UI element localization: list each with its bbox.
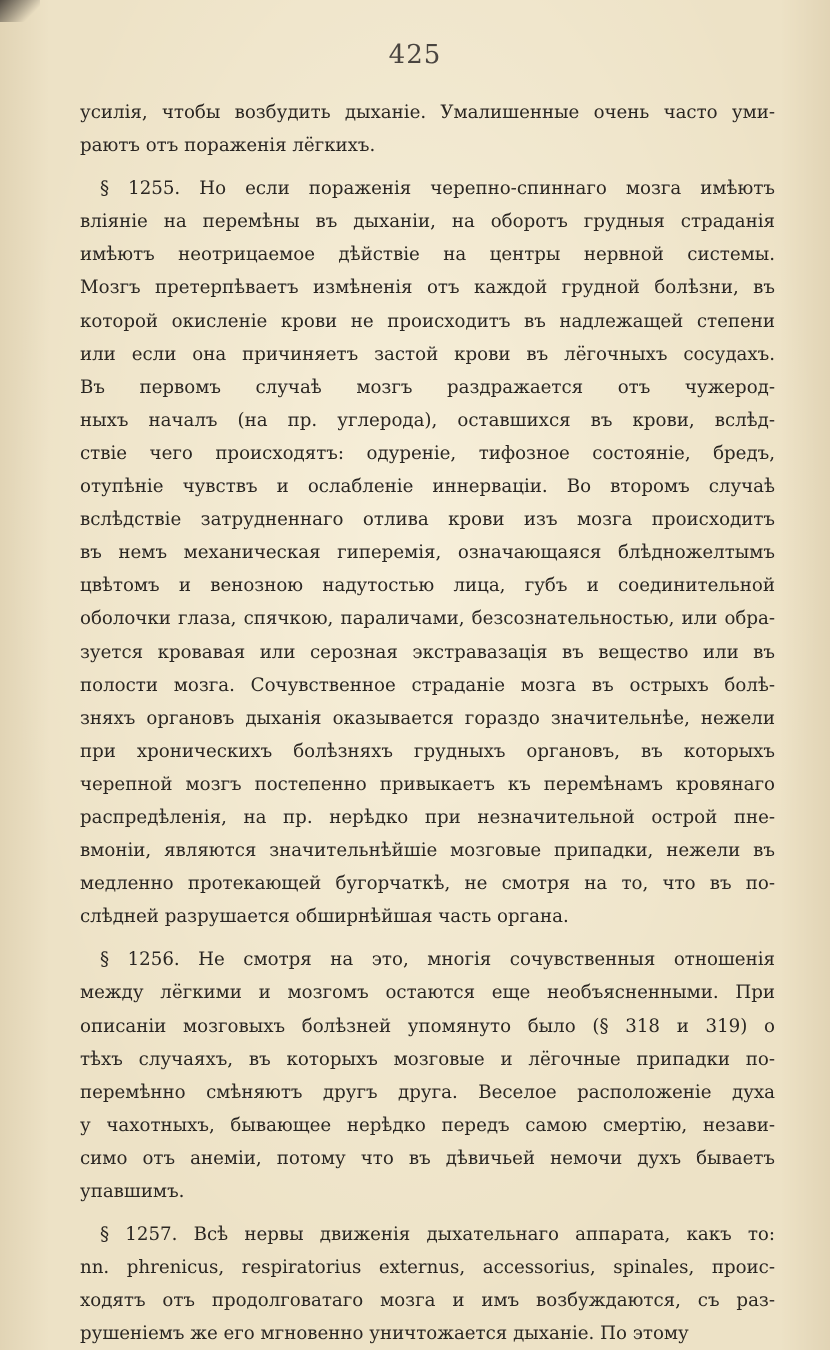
text-line: вмоніи, являются значительнѣйшіе мозговые припадки, нежели въ: [80, 840, 775, 862]
text-line: въ немъ механическая гиперемія, означающаяся блѣдножелтымъ: [80, 542, 775, 564]
page-corner-shadow: [0, 0, 40, 22]
text-line: цвѣтомъ и венозною надутостью лица, губъ и соединительной: [80, 575, 775, 597]
text-line: упавшимъ.: [80, 1181, 185, 1202]
text-line: § 1257. Всѣ нервы движенія дыхательнаго аппарата, какъ то:: [100, 1224, 775, 1246]
text-line: у чахотныхъ, бывающее нерѣдко передъ самою смертію, незави-: [80, 1114, 775, 1136]
paragraph-p0: [80, 96, 775, 162]
text-line: тѣхъ случаяхъ, въ которыхъ мозговые и лёгочные припадки по-: [80, 1048, 775, 1070]
text-line: отупѣніе чувствъ и ослабленіе иннерваціи. Во второмъ случаѣ: [80, 476, 775, 498]
text-line: вліяніе на перемѣны въ дыханіи, на оборотъ грудныя страданія: [80, 211, 775, 233]
paragraph-p1257: [80, 1218, 775, 1350]
text-line: рушеніемъ же его мгновенно уничтожается дыханіе. По этому: [80, 1323, 689, 1345]
text-line: § 1255. Но если пораженія черепно-спиннаго мозга имѣютъ: [100, 178, 775, 200]
text-line: которой окисленіе крови не происходитъ въ надлежащей степени: [80, 310, 775, 332]
text-line: медленно протекающей бугорчаткѣ, не смотря на то, что въ по-: [80, 873, 775, 895]
text-line: nn. phrenicus, respiratorius externus, accessorius, spinales, проис-: [80, 1257, 775, 1279]
paragraph-gap: [80, 162, 775, 172]
text-line: перемѣнно смѣняютъ другъ друга. Веселое расположеніе духа: [80, 1081, 775, 1103]
text-line: раютъ отъ пораженія лёгкихъ.: [80, 135, 376, 157]
page-number: 425: [388, 40, 442, 70]
text-line: ствіе чего происходятъ: одуреніе, тифозное состояніе, бредъ,: [80, 442, 775, 464]
paragraph-gap: [80, 933, 775, 943]
text-line: слѣдней разрушается обширнѣйшая часть органа.: [80, 906, 569, 928]
text-line: симо отъ анеміи, потому что въ дѣвичьей немочи духъ бываетъ: [80, 1147, 775, 1169]
text-line: ходятъ отъ продолговатаго мозга и имъ возбуждаются, съ раз-: [80, 1290, 775, 1312]
body-text: [80, 96, 775, 1350]
text-line: оболочки глаза, спячкою, параличами, безсознательностью, или обра-: [80, 608, 775, 630]
text-line: Въ первомъ случаѣ мозгъ раздражается отъ чужерод-: [80, 376, 775, 398]
text-line: между лёгкими и мозгомъ остаются еще необъясненными. При: [80, 982, 775, 1004]
text-line: распредѣленія, на пр. нерѣдко при незначительной острой пне-: [80, 806, 775, 828]
text-line: Мозгъ претерпѣваетъ измѣненія отъ каждой грудной болѣзни, въ: [80, 277, 775, 299]
text-line: вслѣдствіе затрудненнаго отлива крови изъ мозга происходитъ: [80, 509, 775, 531]
text-line: полости мозга. Сочувственное страданіе мозга въ острыхъ болѣ-: [80, 674, 775, 696]
text-line: при хроническихъ болѣзняхъ грудныхъ органовъ, въ которыхъ: [80, 740, 775, 762]
paragraph-p1256: [80, 943, 775, 1208]
text-line: § 1256. Не смотря на это, многія сочувственныя отношенія: [100, 949, 775, 971]
text-line: описаніи мозговыхъ болѣзней упомянуто было (§ 318 и 319) о: [80, 1015, 775, 1037]
text-line: усилія, чтобы возбудить дыханіе. Умалишенные очень часто уми-: [80, 102, 775, 123]
text-line: черепной мозгъ постепенно привыкаетъ къ перемѣнамъ кровянаго: [80, 773, 775, 795]
text-line: ныхъ началъ (на пр. углерода), оставшихся въ крови, вслѣд-: [80, 409, 775, 431]
text-line: зуется кровавая или серозная экстравазація въ вещество или въ: [80, 641, 775, 663]
text-line: или если она причиняетъ застой крови въ лёгочныхъ сосудахъ.: [80, 343, 775, 365]
paragraph-gap: [80, 1208, 775, 1218]
text-line: имѣютъ неотрицаемое дѣйствіе на центры нервной системы.: [80, 244, 775, 266]
paragraph-p1255: [80, 172, 775, 933]
text-line: зняхъ органовъ дыханія оказывается гораздо значительнѣе, нежели: [80, 707, 775, 729]
